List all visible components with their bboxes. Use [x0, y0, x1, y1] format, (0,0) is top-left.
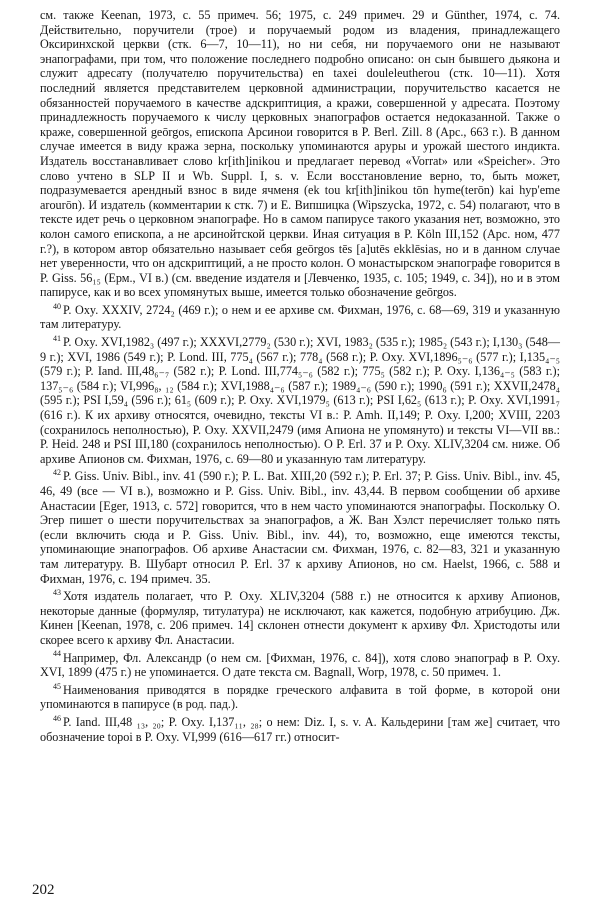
footnote-text: P. Iand. III,48 ₁₃, ₂₀; P. Oxy. I,137₁₁, ₂₈; о нем: Diz. I, s. v. A. Кальдерини [там же] считает, что обозначение topoi в P. Oxy. VI,999 (616—617 гг.) относит-	[40, 714, 560, 744]
footnote-45	[40, 683, 560, 712]
footnote-number: 42	[53, 468, 61, 478]
footnote-number: 44	[53, 649, 61, 659]
footnote-40	[40, 303, 560, 332]
footnote-number: 41	[53, 334, 61, 343]
footnote-text: P. Oxy. XXXIV, 2724₂ (469 г.); о нем и ее архиве см. Фихман, 1976, с. 68—69, 319 и указанную там литературу.	[40, 302, 560, 332]
main-text-continuation: см. также Keenan, 1973, с. 55 примеч. 56; 1975, с. 249 примеч. 29 и Günther, 1974, с. 74. Действительно, поручители (трое) и поручаемый родом из владения, принадлежащего Оксиринхской церкви (стк. 6—7, 10—11), но ни себя, ни поручаемого они не называют энапографами, при том, что положение последнего подробно описано: он сын бывшего дьякона и служит адресату (получателю поручительства) en taxei douleleutherou (стк. 10—11). Хотя последний является представителем церковной администрации, поручительство касается не обязанностей поручаемого в качестве адскриптиция, а кражи, совершенной у адресата. Поэтому принадлежность поручаемого к числу церковных энапографов остается недоказанной. Также о краже, совершенной geōrgos, епископа Арсинои говорится в P. Berl. Zill. 8 (Арс., 663 г.). В данном случае имеется в виду кража зерна, поскольку упоминаются аруры и урожай шестого индикта. Издатель восстанавливает слово kr[ith]inikou и предлагает перевод «Vorrat» или «Speicher». Это слово учтено в SLP II и Wb. Suppl. I, s. v. Если восстановление верно, то, быть может, подразумевается арендный взнос в виде ячменя (ek tou kr[ith]inikou tōn hyme(terōn) kai hyp'eme arourōn). И издатель (комментарии к стк. 7) и Е. Випшицка (Wipszycka, 1972, с. 54) полагают, что в тексте идет речь о церковном энапографе. Но в самом папирусе такого указания нет, возможно, это колон самого епископа, а не арсинойтской церкви. Иная ситуация в P. Köln III,152 (Арс. ном, 477 г.?), в котором автор обязательно называет себя geōrgos tēs [a]utēs ekklēsias, но и в данном случае нет уверенности, что он адскриптиций, а не просто колон. О монастырском энапографе говорится в P. Giss. 56₁₅ (Ерм., VI в.) (см. введение издателя и [Левченко, 1935, с. 105; 1949, с. 34]), но и в этом папирусе, как и во всех упомянутых выше, имеется только обозначение geōrgos.	[40, 8, 560, 300]
footnote-number: 45	[53, 681, 61, 691]
footnote-text: P. Giss. Univ. Bibl., inv. 41 (590 г.); P. L. Bat. XIII,20 (592 г.); P. Erl. 37; P. Giss. Univ. Bibl., inv. 45, 46, 49 (все — VI в.), возможно и P. Giss. Univ. Bibl., inv. 43,44. В первом сообщении об архиве Анастасии [Eger, 1913, с. 572] говорится, что в нем часто упоминаются энапографы. Поскольку О. Эгер пишет о шести поручительствах за энапографов, а Ж. Ван Хэлст перечисляет только пять (если включить сюда и P. Giss. Univ. Bibl., inv. 44), то, возможно, еще имеются тексты, упоминающие энапографов. Об архиве Анастасии см. Фихман, 1976, с. 82—83, 321 и указанную там литературу. В. Шубарт относил P. Erl. 37 к архиву Апионов, но см. Haelst, 1966, с. 588 и Фихман, 1976, с. 194 примеч. 35.	[40, 469, 560, 586]
page-number: 202	[32, 882, 55, 898]
footnote-text: Например, Фл. Александр (о нем см. [Фихман, 1976, с. 84]), хотя слово энапограф в P. Oxy. XVI, 1899 (475 г.) не упоминается. О дате текста см. Bagnall, Worp, 1978, с. 50 примеч. 1.	[40, 650, 560, 680]
footnote-text: Хотя издатель полагает, что P. Oxy. XLIV,3204 (588 г.) не относится к архиву Апионов, некоторые данные (формуляр, титулатура) не исключают, как кажется, подобную атрибуцию. Дж. Кинен [Keenan, 1978, с. 206 примеч. 14] склонен отнести документ к архиву Фл. Христодоты или скорее всего к архиву Фл. Анастасии.	[40, 589, 560, 647]
footnote-44	[40, 651, 560, 680]
footnote-46	[40, 715, 560, 744]
footnote-41	[40, 335, 560, 466]
footnote-text: Наименования приводятся в порядке греческого алфавита в той форме, в которой они упоминаются в папирусе (в род. пад.).	[40, 682, 560, 712]
footnote-number: 46	[53, 713, 61, 723]
page-body	[40, 8, 560, 747]
footnote-number: 40	[53, 301, 61, 311]
footnote-42	[40, 469, 560, 586]
footnote-43	[40, 589, 560, 647]
footnote-number: 43	[53, 588, 61, 598]
footnote-text: P. Oxy. XVI,1982₃ (497 г.); XXXVI,2779₂ (530 г.); XVI, 1983₂ (535 г.); 1985₂ (543 г.); I,130₃ (548—9 г.); XVI, 1986 (549 г.); P. Lond. III, 775₄ (567 г.); 778₄ (568 г.); P. Oxy. XVI,1896₅₋₆ (577 г.); I,135₄₋₅ (579 г.); P. Iand. III,48₆₋₇ (582 г.); P. Lond. III,774₅₋₆ (582 г.); 775₅ (582 г.); P. Oxy. I,136₄₋₅ (583 г.); 137₅₋₆ (584 г.); VI,996₈, ₁₂ (584 г.); XVI,1988₄₋₆ (587 г.); 1989₄₋₆ (590 г.); 1990₆ (591 г.); XXVII,2478₄ (595 г.); PSI I,59₄ (596 г.); 61₅ (609 г.); P. Oxy. XVI,1979₅ (613 г.); PSI I,62₅ (613 г.); P. Oxy. XVI,1991₇ (616 г.). К их архиву относятся, очевидно, тексты VI в.: P. Amh. II,149; P. Oxy. I,200; XVIII, 2203 (сохранилось неполностью), P. Oxy. XXVII,2479 (имя Апиона не упомянуто) и тексты VI—VII вв.: P. Heid. 248 и PSI III,180 (сохранилось неполностью). О P. Erl. 37 и P. Oxy. XLIV,3204 см. ниже. Об архиве Апионов см. Фихман, 1976, с. 69—80 и указанную там литературу.	[40, 335, 560, 466]
